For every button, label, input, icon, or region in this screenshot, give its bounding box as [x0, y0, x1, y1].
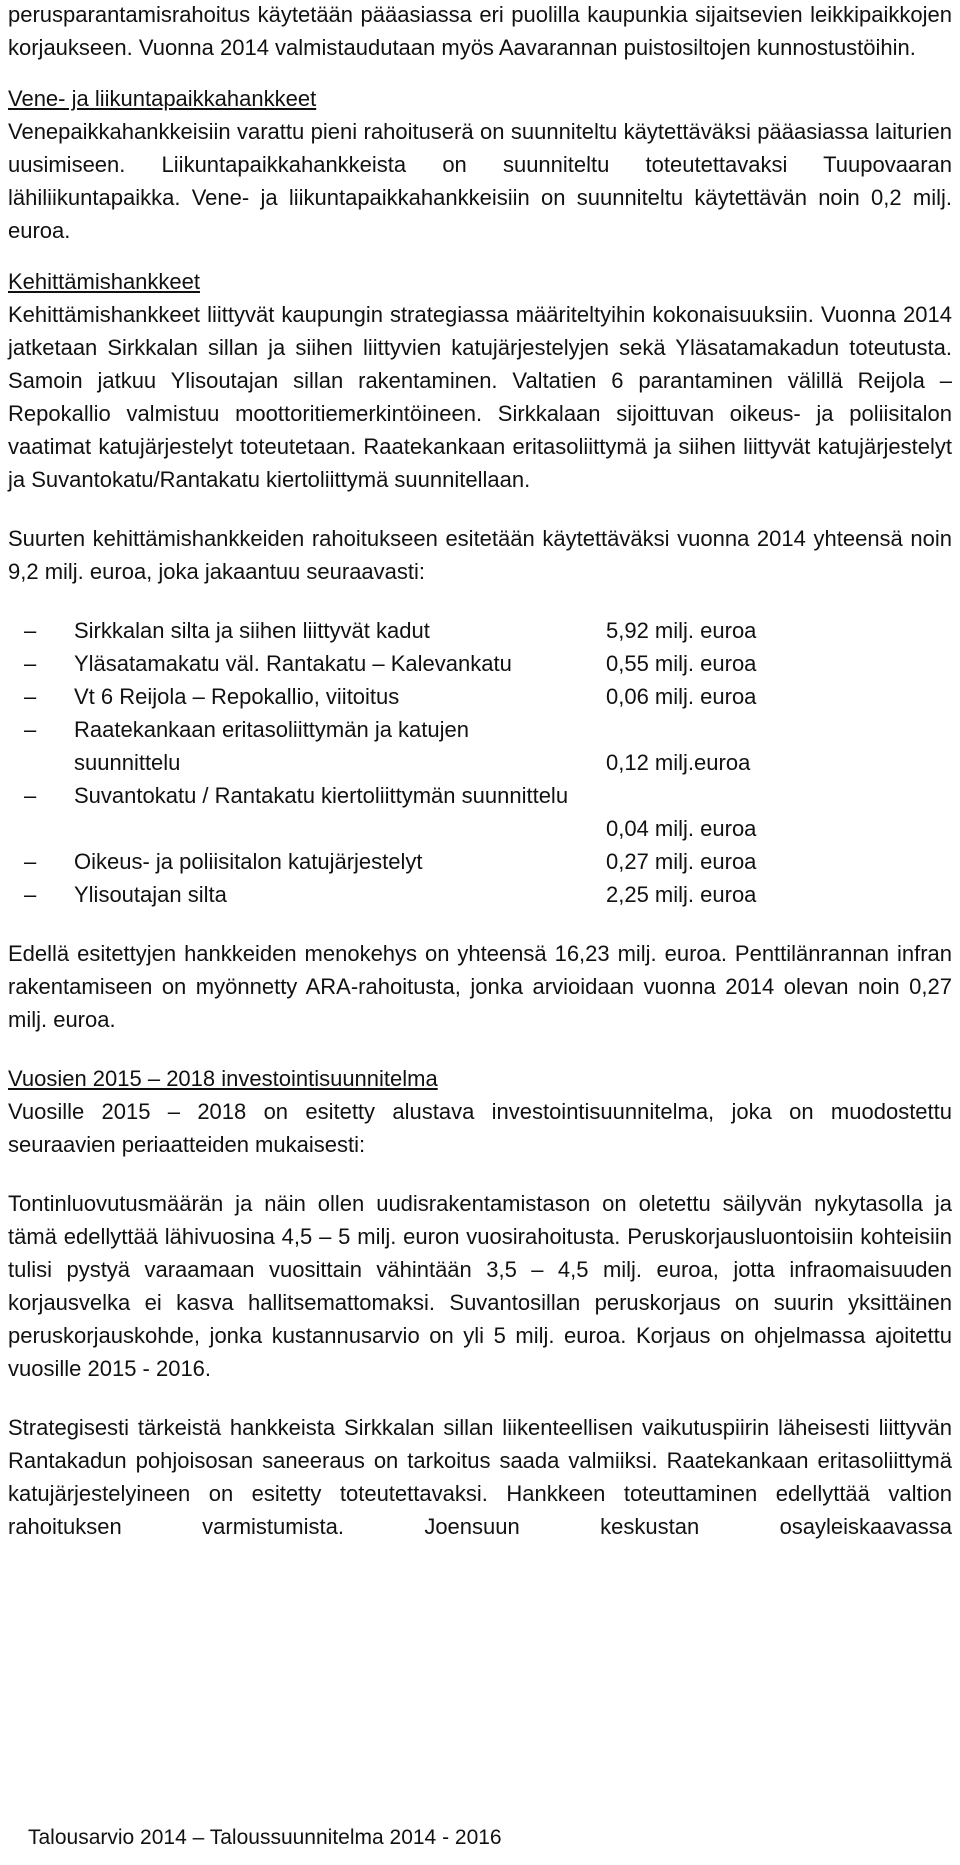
project-name: Raatekankaan eritasoliittymän ja katujen — [74, 717, 470, 742]
dash-bullet: – — [24, 849, 37, 874]
project-amount: 0,04 milj. euroa — [606, 816, 757, 841]
dash-bullet: – — [24, 717, 37, 742]
project-amount: 0,55 milj. euroa — [606, 651, 757, 676]
project-name: Yläsatamakatu väl. Rantakatu – Kalevankatu — [74, 651, 512, 676]
vene-heading: Vene- ja liikuntapaikkahankkeet — [8, 86, 317, 111]
list-item — [8, 845, 952, 878]
dash-bullet: – — [24, 783, 37, 808]
plan-heading: Vuosien 2015 – 2018 investointisuunnitelma — [8, 1066, 438, 1091]
project-name: Vt 6 Reijola – Repokallio, viitoitus — [74, 684, 400, 709]
project-name: Sirkkalan silta ja siihen liittyvät kadut — [74, 618, 430, 643]
project-list — [8, 614, 952, 911]
strategic-paragraph: Strategisesti tärkeistä hankkeista Sirkkalan sillan liikenteellisen vaikutuspiirin läheisesti liittyvän Rantakadun pohjoisosan saneeraus on tarkoitus saada valmiiksi. Raatekankaan eritasoliittymä katujärjestelyineen on esitetty toteutettavaksi. Hankkeen toteuttaminen edellyttää valtion rahoituksen varmistumista. Joensuun keskustan osayleiskaavassa — [8, 1415, 952, 1539]
vene-paragraph: Venepaikkahankkeisiin varattu pieni rahoituserä on suunniteltu käytettäväksi pääasiassa laiturien uusimiseen. Liikuntapaikkahankkeista on suunniteltu toteutettavaksi Tuupovaaran lähiliikuntapaikka. Vene- ja liikuntapaikkahankkeisiin on suunniteltu käytettävän noin 0,2 milj. euroa. — [8, 119, 952, 243]
dash-bullet: – — [24, 882, 37, 907]
list-item — [8, 878, 952, 911]
project-name: Ylisoutajan silta — [74, 882, 227, 907]
list-item — [8, 680, 952, 713]
summary-paragraph: Edellä esitettyjen hankkeiden menokehys on yhteensä 16,23 milj. euroa. Penttilänrannan infran rakentamiseen on myönnetty ARA-rahoitusta, jonka arvioidaan vuonna 2014 olevan noin 0,27 milj. euroa. — [8, 941, 952, 1032]
project-amount: 0,27 milj. euroa — [606, 849, 757, 874]
kehittamis-heading: Kehittämishankkeet — [8, 269, 200, 294]
intro-paragraph: perusparantamisrahoitus käytetään pääasiassa eri puolilla kaupunkia sijaitsevien leikkipaikkojen korjaukseen. Vuonna 2014 valmistaudutaan myös Aavarannan puistosiltojen kunnostustöihin. — [8, 2, 952, 60]
project-amount: 0,12 milj.euroa — [606, 750, 751, 775]
document-page — [8, 0, 952, 1543]
project-amount: 2,25 milj. euroa — [606, 882, 757, 907]
project-name: Suvantokatu / Rantakatu kiertoliittymän suunnittelu — [74, 783, 569, 808]
dash-bullet: – — [24, 618, 37, 643]
project-amount: 0,06 milj. euroa — [606, 684, 757, 709]
list-item — [8, 614, 952, 647]
tontti-paragraph: Tontinluovutusmäärän ja näin ollen uudisrakentamistason on oletettu säilyvän nykytasolla ja tämä edellyttää lähivuosina 4,5 – 5 milj. euron vuosirahoitusta. Peruskorjausluontoisiin kohteisiin tulisi pystyä varaamaan vuosittain vähintään 3,5 – 4,5 milj. euroa, jotta infraomaisuuden korjausvelka ei kasva hallitsemattomaksi. Suvantosillan peruskorjaus on suurin yksittäinen peruskorjauskohde, jonka kustannusarvio on yli 5 milj. euroa. Korjaus on ohjelmassa ajoitettu vuosille 2015 - 2016. — [8, 1191, 952, 1381]
project-name-continued: suunnittelu — [74, 750, 181, 775]
dash-bullet: – — [24, 651, 37, 676]
list-item — [8, 779, 952, 845]
list-item — [8, 713, 952, 779]
list-item — [8, 647, 952, 680]
funding-intro-paragraph: Suurten kehittämishankkeiden rahoitukseen esitetään käytettäväksi vuonna 2014 yhteensä noin 9,2 milj. euroa, joka jakaantuu seuraavasti: — [8, 526, 952, 584]
project-name: Oikeus- ja poliisitalon katujärjestelyt — [74, 849, 423, 874]
kehittamis-paragraph: Kehittämishankkeet liittyvät kaupungin strategiassa määriteltyihin kokonaisuuksiin. Vuonna 2014 jatketaan Sirkkalan sillan ja siihen liittyvien katujärjestelyjen sekä Yläsatamakadun toteutusta. Samoin jatkuu Ylisoutajan sillan rakentaminen. Valtatien 6 parantaminen välillä Reijola – Repokallio valmistuu moottoritiemerkintöineen. Sirkkalaan sijoittuvan oikeus- ja poliisitalon vaatimat katujärjestelyt toteutetaan. Raatekankaan eritasoliittymä ja siihen liittyvät katujärjestelyt ja Suvantokatu/Rantakatu kiertoliittymä suunnitellaan. — [8, 302, 952, 492]
plan-paragraph: Vuosille 2015 – 2018 on esitetty alustava investointisuunnitelma, joka on muodostettu seuraavien periaatteiden mukaisesti: — [8, 1099, 952, 1157]
page-footer: Talousarvio 2014 – Taloussuunnitelma 2014 - 2016 — [28, 1826, 502, 1849]
project-amount: 5,92 milj. euroa — [606, 618, 757, 643]
dash-bullet: – — [24, 684, 37, 709]
